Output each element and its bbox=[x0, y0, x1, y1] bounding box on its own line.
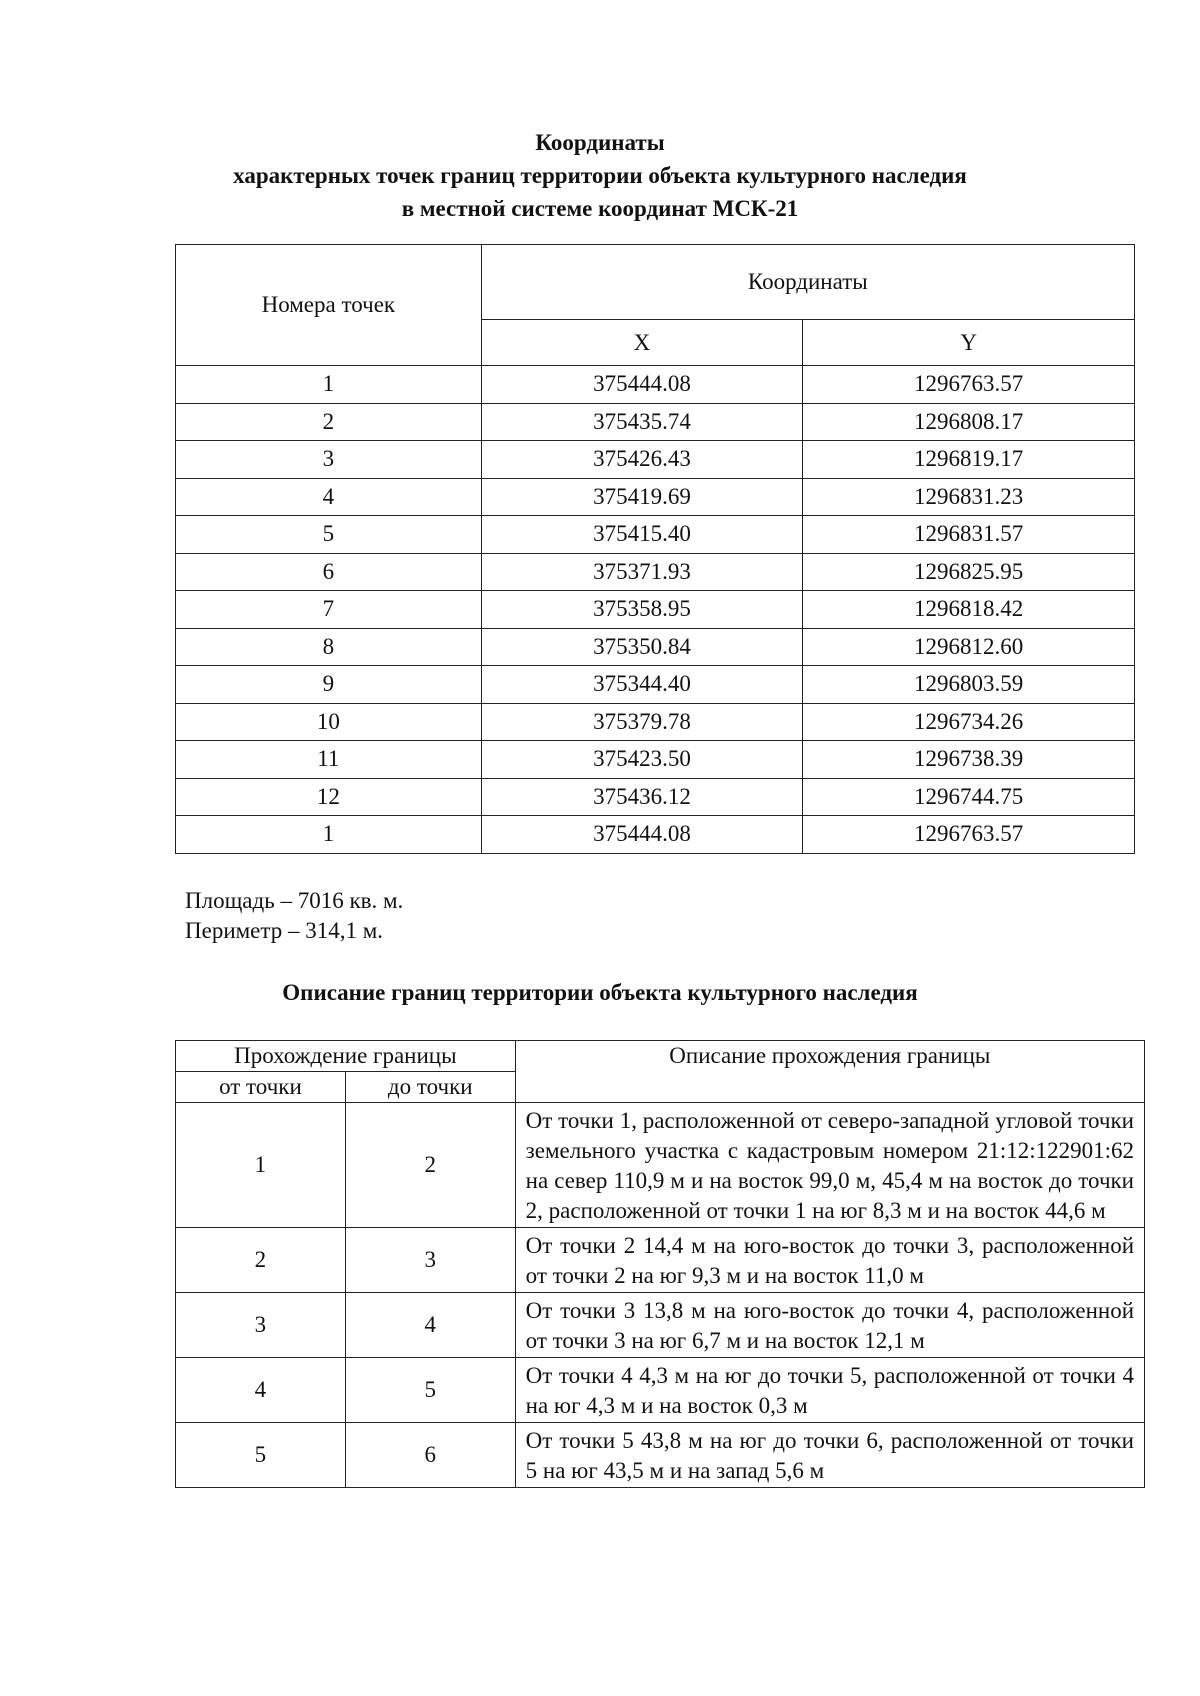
perimeter-text: Периметр – 314,1 м. bbox=[185, 918, 384, 943]
summary bbox=[185, 886, 403, 946]
coord-x: 375415.40 bbox=[481, 516, 803, 554]
from-point: 4 bbox=[176, 1358, 346, 1423]
coord-y: 1296818.42 bbox=[803, 591, 1135, 629]
coord-y: 1296831.57 bbox=[803, 516, 1135, 554]
document-title bbox=[0, 126, 1200, 225]
passage-description: От точки 5 43,8 м на юг до точки 6, расположенной от точки 5 на юг 43,5 м и на запад 5,6 м bbox=[515, 1423, 1144, 1488]
table-row bbox=[176, 1293, 1145, 1358]
from-point: 1 bbox=[176, 1103, 346, 1228]
passage-description: От точки 2 14,4 м на юго-восток до точки 3, расположенной от точки 2 на юг 9,3 м и на восток 11,0 м bbox=[515, 1228, 1144, 1293]
area-text: Площадь – 7016 кв. м. bbox=[185, 888, 404, 913]
table-row bbox=[176, 703, 1135, 741]
table-row bbox=[176, 666, 1135, 704]
coord-x: 375379.78 bbox=[481, 703, 803, 741]
header-description: Описание прохождения границы bbox=[515, 1041, 1144, 1103]
point-number: 10 bbox=[176, 703, 482, 741]
table-row bbox=[176, 403, 1135, 441]
point-number: 8 bbox=[176, 628, 482, 666]
coord-x: 375435.74 bbox=[481, 403, 803, 441]
coord-y: 1296734.26 bbox=[803, 703, 1135, 741]
passage-description: От точки 4 4,3 м на юг до точки 5, расположенной от точки 4 на юг 4,3 м и на восток 0,3 м bbox=[515, 1358, 1144, 1423]
coord-y: 1296763.57 bbox=[803, 816, 1135, 854]
point-number: 1 bbox=[176, 816, 482, 854]
table-row bbox=[176, 1103, 1145, 1228]
table-row bbox=[176, 628, 1135, 666]
header-to-point: до точки bbox=[345, 1072, 515, 1103]
coord-x: 375423.50 bbox=[481, 741, 803, 779]
table-row bbox=[176, 478, 1135, 516]
coord-y: 1296808.17 bbox=[803, 403, 1135, 441]
to-point: 6 bbox=[345, 1423, 515, 1488]
table-row bbox=[176, 1423, 1145, 1488]
coord-x: 375350.84 bbox=[481, 628, 803, 666]
to-point: 4 bbox=[345, 1293, 515, 1358]
title-line-3: в местной системе координат МСК-21 bbox=[401, 196, 799, 221]
point-number: 6 bbox=[176, 553, 482, 591]
to-point: 5 bbox=[345, 1358, 515, 1423]
coord-x: 375444.08 bbox=[481, 366, 803, 404]
coord-x: 375371.93 bbox=[481, 553, 803, 591]
passage-description: От точки 1, расположенной от северо-западной угловой точки земельного участка с кадастровым номером 21:12:122901:62 на север 110,9 м и на восток 99,0 м, 45,4 м на восток до точки 2, расположенной от точки 1 на юг 8,3 м и на восток 44,6 м bbox=[515, 1103, 1144, 1228]
coord-x: 375426.43 bbox=[481, 441, 803, 479]
coord-x: 375436.12 bbox=[481, 778, 803, 816]
coord-y: 1296738.39 bbox=[803, 741, 1135, 779]
header-point-numbers: Номера точек bbox=[176, 245, 482, 366]
point-number: 4 bbox=[176, 478, 482, 516]
table-row bbox=[176, 366, 1135, 404]
header-passage: Прохождение границы bbox=[176, 1041, 516, 1072]
table-row bbox=[176, 1228, 1145, 1293]
to-point: 3 bbox=[345, 1228, 515, 1293]
header-coordinates: Координаты bbox=[481, 245, 1134, 320]
table-row bbox=[176, 516, 1135, 554]
from-point: 5 bbox=[176, 1423, 346, 1488]
coord-y: 1296744.75 bbox=[803, 778, 1135, 816]
table-row bbox=[176, 591, 1135, 629]
header-y: Y bbox=[803, 320, 1135, 366]
header-from-point: от точки bbox=[176, 1072, 346, 1103]
boundary-description-table bbox=[175, 1040, 1145, 1488]
table-row bbox=[176, 741, 1135, 779]
coord-y: 1296819.17 bbox=[803, 441, 1135, 479]
point-number: 2 bbox=[176, 403, 482, 441]
coord-y: 1296763.57 bbox=[803, 366, 1135, 404]
table-row bbox=[176, 441, 1135, 479]
from-point: 3 bbox=[176, 1293, 346, 1358]
table-row bbox=[176, 1358, 1145, 1423]
point-number: 5 bbox=[176, 516, 482, 554]
point-number: 12 bbox=[176, 778, 482, 816]
title-line-2: характерных точек границ территории объекта культурного наследия bbox=[233, 163, 967, 188]
table-row bbox=[176, 778, 1135, 816]
table-row bbox=[176, 816, 1135, 854]
point-number: 7 bbox=[176, 591, 482, 629]
coord-y: 1296825.95 bbox=[803, 553, 1135, 591]
coord-y: 1296831.23 bbox=[803, 478, 1135, 516]
coord-y: 1296812.60 bbox=[803, 628, 1135, 666]
passage-description: От точки 3 13,8 м на юго-восток до точки 4, расположенной от точки 3 на юг 6,7 м и на восток 12,1 м bbox=[515, 1293, 1144, 1358]
coordinates-table bbox=[175, 244, 1135, 854]
to-point: 2 bbox=[345, 1103, 515, 1228]
coord-x: 375419.69 bbox=[481, 478, 803, 516]
point-number: 1 bbox=[176, 366, 482, 404]
point-number: 9 bbox=[176, 666, 482, 704]
coord-x: 375444.08 bbox=[481, 816, 803, 854]
from-point: 2 bbox=[176, 1228, 346, 1293]
title-line-1: Координаты bbox=[535, 130, 665, 155]
point-number: 3 bbox=[176, 441, 482, 479]
header-x: X bbox=[481, 320, 803, 366]
coord-x: 375344.40 bbox=[481, 666, 803, 704]
coord-y: 1296803.59 bbox=[803, 666, 1135, 704]
coord-x: 375358.95 bbox=[481, 591, 803, 629]
table-row bbox=[176, 553, 1135, 591]
point-number: 11 bbox=[176, 741, 482, 779]
description-title: Описание границ территории объекта культурного наследия bbox=[282, 980, 918, 1005]
